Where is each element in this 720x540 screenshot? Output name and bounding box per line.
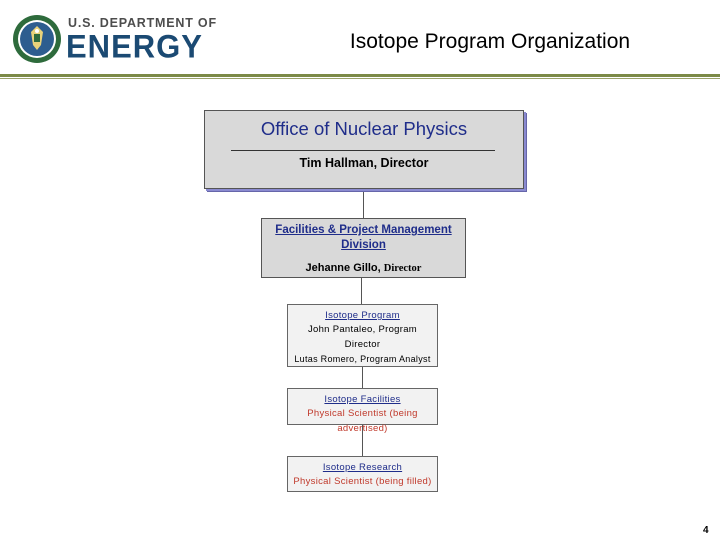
research-position: Physical Scientist (being filled) xyxy=(293,476,432,488)
office-nuclear-physics-box xyxy=(204,110,524,189)
header-divider xyxy=(0,74,720,77)
page-number: 4 xyxy=(703,525,709,536)
division-box xyxy=(261,218,466,278)
isotope-facilities-box xyxy=(287,388,438,434)
office-divider xyxy=(231,150,495,151)
office-director: Tim Hallman, Director xyxy=(299,156,429,170)
division-director xyxy=(262,262,465,274)
program-analyst: Lutas Romero, Program Analyst xyxy=(294,353,431,364)
research-name: Isotope Research xyxy=(322,462,403,473)
program-director-line2: Director xyxy=(344,338,381,350)
division-director-name: Jehanne Gillo, xyxy=(305,262,381,274)
connector-division-program xyxy=(361,278,362,304)
program-name: Isotope Program xyxy=(325,310,400,321)
program-director-line1: John Pantaleo, Program xyxy=(307,324,418,336)
header-divider-thin xyxy=(0,78,720,79)
connector-office-division xyxy=(363,190,364,218)
logo-department-text: U.S. DEPARTMENT OF xyxy=(68,16,217,30)
logo-energy-text: ENERGY xyxy=(66,28,203,65)
page-title: Isotope Program Organization xyxy=(349,30,631,53)
facilities-position-line1: Physical Scientist (being xyxy=(307,408,418,420)
isotope-program-box xyxy=(287,304,438,367)
division-name-line1: Facilities & Project Management xyxy=(275,224,452,236)
doe-seal-logo xyxy=(12,14,62,64)
isotope-research-box xyxy=(287,456,438,492)
division-name-line2: Division xyxy=(341,239,386,251)
connector-program-facilities xyxy=(362,367,363,388)
division-director-title: Director xyxy=(383,263,422,274)
facilities-position-line2: advertised) xyxy=(337,422,388,434)
division-name xyxy=(262,223,465,253)
office-name: Office of Nuclear Physics xyxy=(260,118,468,139)
facilities-name: Isotope Facilities xyxy=(324,394,401,405)
